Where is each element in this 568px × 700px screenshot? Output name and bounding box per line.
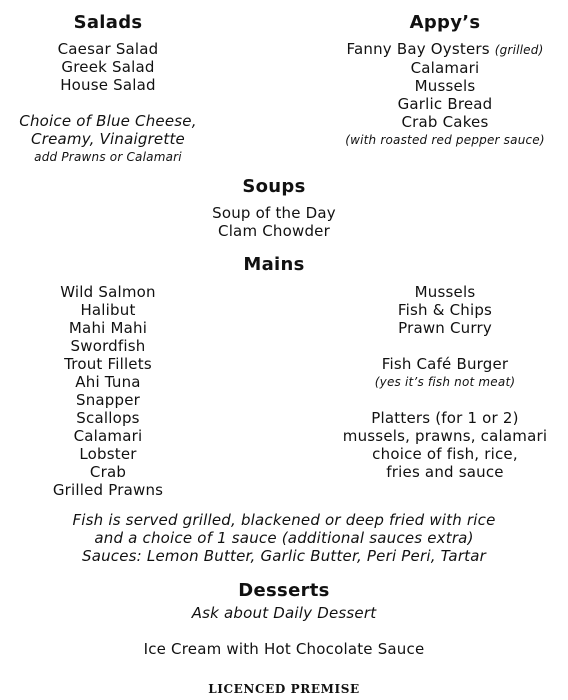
soup-item: Soup of the Day bbox=[212, 204, 336, 222]
soups-section bbox=[134, 176, 414, 240]
appys-heading: Appy’s bbox=[409, 12, 481, 33]
main-item: Fish & Chips bbox=[397, 301, 493, 319]
desserts-section bbox=[0, 580, 568, 658]
main-item: Mussels bbox=[414, 283, 476, 301]
fish-note-line: and a choice of 1 sauce (additional sauces extra) bbox=[94, 529, 474, 547]
salad-item: House Salad bbox=[60, 76, 156, 94]
main-item: Trout Fillets bbox=[64, 355, 152, 373]
mains-heading-block bbox=[134, 254, 414, 276]
desserts-heading: Desserts bbox=[238, 580, 330, 601]
fish-preparation-note bbox=[0, 511, 568, 565]
salad-item: Greek Salad bbox=[61, 58, 155, 76]
salads-heading: Salads bbox=[73, 12, 143, 33]
platters-line: Platters (for 1 or 2) bbox=[371, 409, 519, 427]
crab-cakes-note: (with roasted red pepper sauce) bbox=[345, 133, 545, 147]
mains-left-column bbox=[0, 283, 216, 499]
main-item: Lobster bbox=[79, 445, 137, 463]
appy-item bbox=[322, 40, 568, 59]
platters-line: mussels, prawns, calamari bbox=[342, 427, 548, 445]
appy-item: Mussels bbox=[414, 77, 476, 95]
main-item: Scallops bbox=[76, 409, 140, 427]
mains-right-column bbox=[322, 283, 568, 481]
platters-line: choice of fish, rice, bbox=[372, 445, 518, 463]
fish-burger: Fish Café Burger bbox=[381, 355, 509, 373]
appy-item: Garlic Bread bbox=[397, 95, 493, 113]
fish-burger-note: (yes it’s fish not meat) bbox=[374, 375, 516, 389]
main-item: Prawn Curry bbox=[398, 319, 492, 337]
main-item: Snapper bbox=[75, 391, 141, 409]
fish-note-line: Fish is served grilled, blackened or deep fried with rice bbox=[72, 511, 496, 529]
licence-footer: LICENCED PREMISE bbox=[208, 682, 360, 696]
appy-item: Calamari bbox=[410, 59, 480, 77]
soup-item: Clam Chowder bbox=[218, 222, 330, 240]
salad-addon: add Prawns or Calamari bbox=[34, 150, 182, 164]
main-item: Halibut bbox=[80, 301, 136, 319]
salad-item: Caesar Salad bbox=[57, 40, 159, 58]
main-item: Crab bbox=[89, 463, 127, 481]
main-item: Grilled Prawns bbox=[52, 481, 164, 499]
main-item: Calamari bbox=[73, 427, 143, 445]
main-item: Wild Salmon bbox=[60, 283, 156, 301]
main-item: Swordfish bbox=[70, 337, 146, 355]
appys-section bbox=[322, 12, 568, 149]
dressing-choice-line: Creamy, Vinaigrette bbox=[31, 130, 185, 148]
daily-dessert: Ask about Daily Dessert bbox=[191, 604, 377, 622]
fish-note-line: Sauces: Lemon Butter, Garlic Butter, Peri Peri, Tartar bbox=[81, 547, 487, 565]
appy-item: Crab Cakes bbox=[401, 113, 489, 131]
appy-oysters: Fanny Bay Oysters bbox=[346, 40, 490, 58]
appy-oysters-note: (grilled) bbox=[494, 43, 544, 57]
soups-heading: Soups bbox=[242, 176, 306, 197]
main-item: Ahi Tuna bbox=[75, 373, 141, 391]
salads-section bbox=[0, 12, 216, 166]
platters-line: fries and sauce bbox=[386, 463, 504, 481]
ice-cream-dessert: Ice Cream with Hot Chocolate Sauce bbox=[143, 640, 425, 658]
main-item: Mahi Mahi bbox=[68, 319, 148, 337]
dressing-choice-line: Choice of Blue Cheese, bbox=[19, 112, 197, 130]
mains-heading: Mains bbox=[243, 254, 305, 275]
